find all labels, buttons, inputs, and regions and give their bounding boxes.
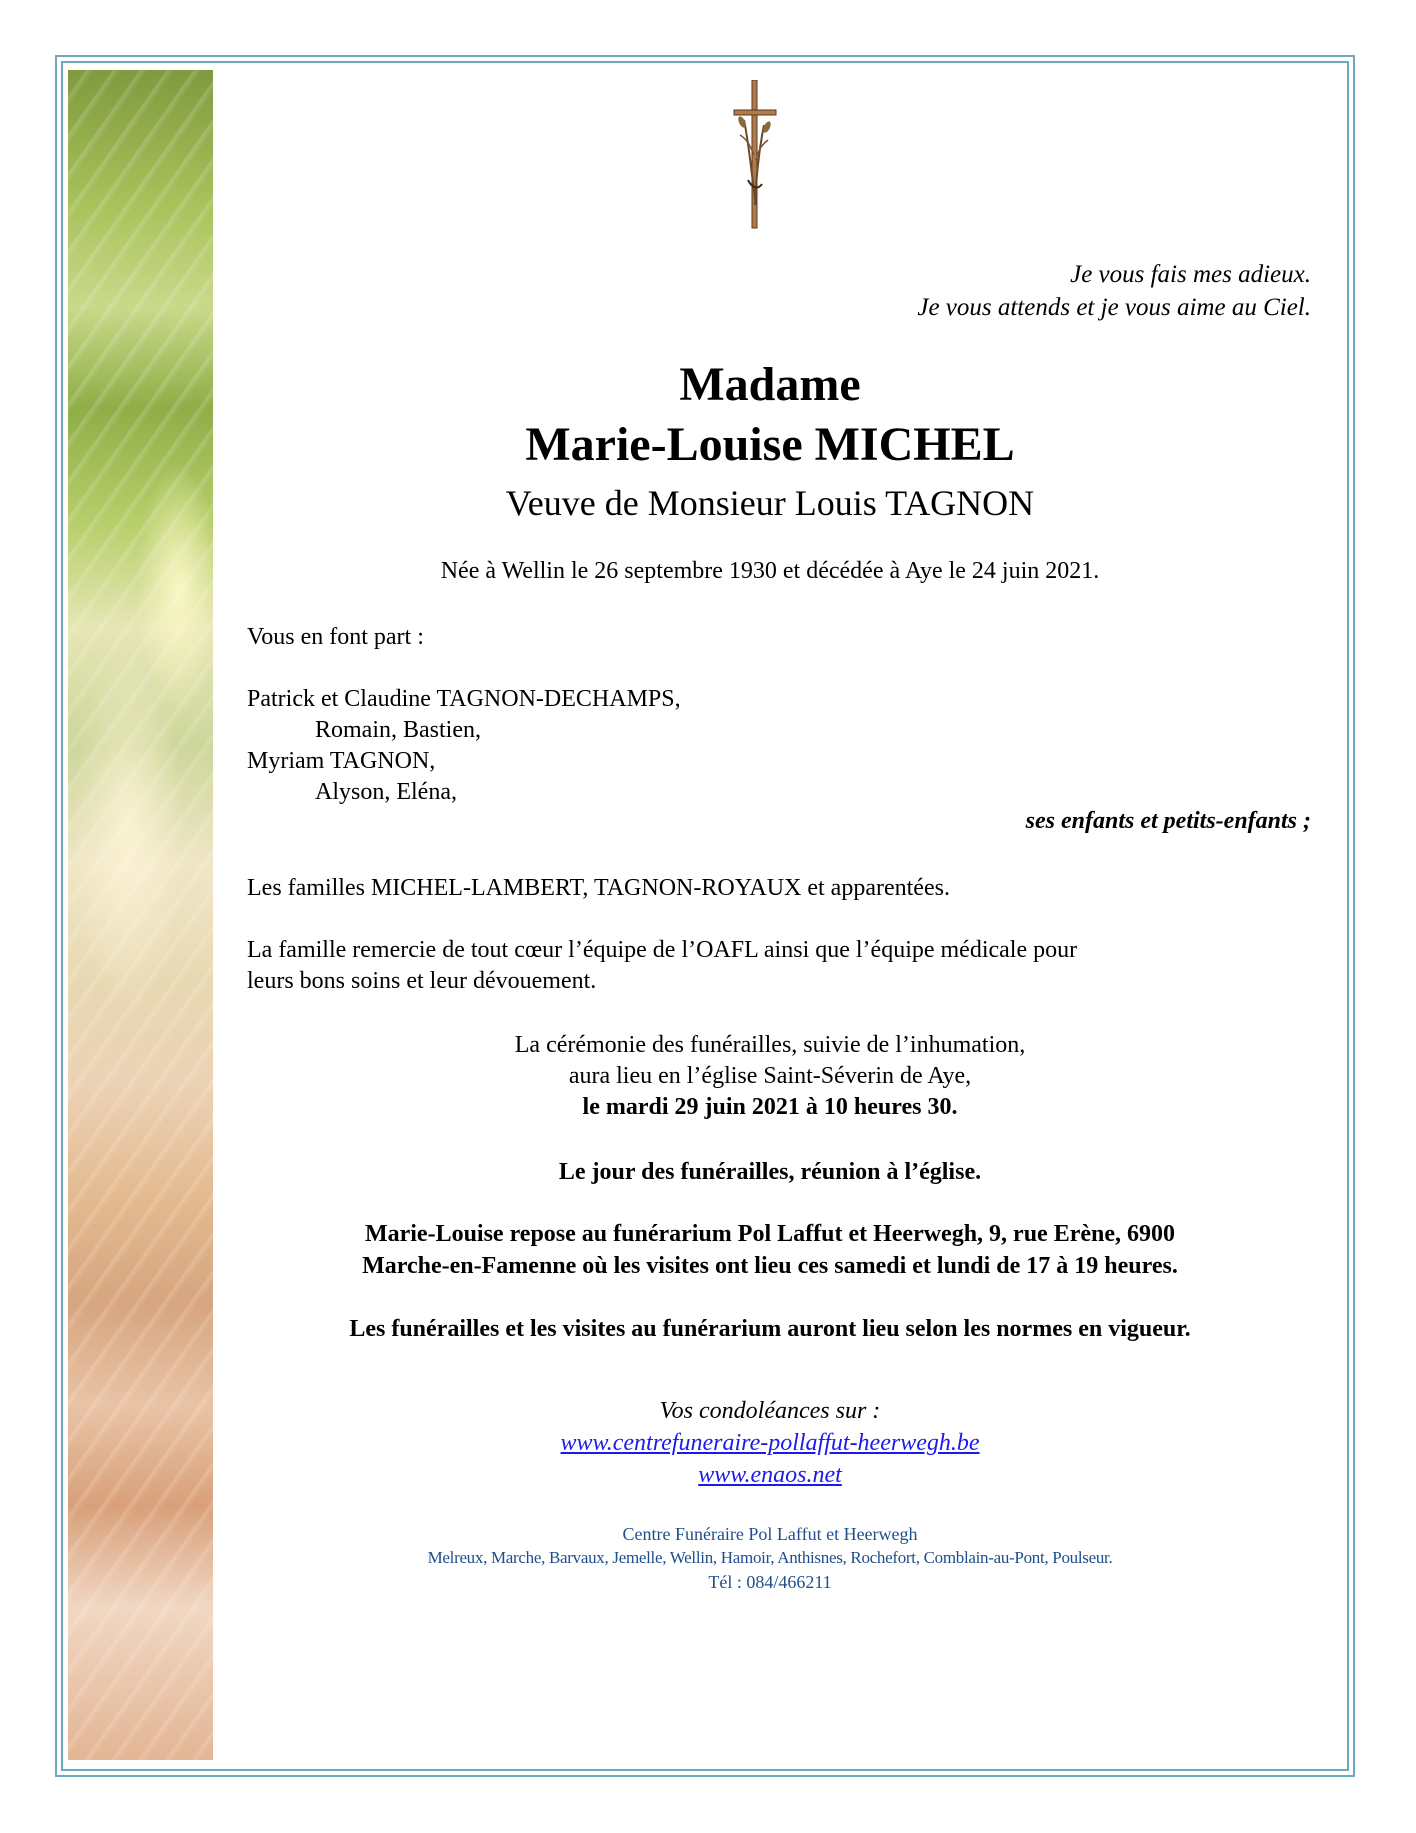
family-member: Myriam TAGNON, xyxy=(247,748,436,774)
deceased-name-block xyxy=(230,355,1310,475)
verse xyxy=(917,258,1311,324)
condolences-label: Vos condoléances sur : xyxy=(659,1398,881,1424)
footer-towns: Melreux, Marche, Barvaux, Jemelle, Wellin, Hamoir, Anthisnes, Rochefort, Comblain-au-Pont, Poulseur. xyxy=(427,1548,1113,1567)
footer-phone: Tél : 084/466211 xyxy=(708,1572,832,1592)
thanks-paragraph xyxy=(247,935,1077,997)
family-children: Alyson, Eléna, xyxy=(315,779,457,805)
verse-line: Je vous fais mes adieux. xyxy=(1070,261,1311,288)
ceremony-line: La cérémonie des funérailles, suivie de l’inhumation, xyxy=(514,1032,1026,1058)
spouse-line: Veuve de Monsieur Louis TAGNON xyxy=(505,483,1035,523)
forest-path-photo xyxy=(68,70,213,1760)
footer-company: Centre Funéraire Pol Laffut et Heerwegh xyxy=(622,1524,918,1544)
ceremony-line: aura lieu en l’église Saint-Séverin de Aye, xyxy=(568,1063,972,1089)
thanks-line: leurs bons soins et leur dévouement. xyxy=(247,968,597,994)
footer xyxy=(230,1522,1310,1594)
families-line: Les familles MICHEL-LAMBERT, TAGNON-ROYAUX et apparentées. xyxy=(247,875,950,901)
condolences-link-funeral-home[interactable]: www.centrefuneraire-pollaffut-heerwegh.be xyxy=(560,1430,980,1456)
rest-paragraph xyxy=(230,1218,1310,1282)
relation-line: ses enfants et petits-enfants ; xyxy=(1025,808,1311,834)
verse-line: Je vous attends et je vous aime au Ciel. xyxy=(917,294,1311,321)
norms-line: Les funérailles et les visites au funérarium auront lieu selon les normes en vigueur. xyxy=(349,1316,1191,1342)
family-children: Romain, Bastien, xyxy=(315,717,481,743)
rest-line: Marche-en-Famenne où les visites ont lieu ces samedi et lundi de 17 à 19 heures. xyxy=(362,1253,1178,1279)
thanks-line: La famille remercie de tout cœur l’équipe de l’OAFL ainsi que l’équipe médicale pour xyxy=(247,937,1078,963)
cross-icon xyxy=(730,80,780,230)
meeting-line: Le jour des funérailles, réunion à l’église. xyxy=(558,1159,982,1185)
birth-death-line: Née à Wellin le 26 septembre 1930 et décédée à Aye le 24 juin 2021. xyxy=(440,558,1100,584)
family-member: Patrick et Claudine TAGNON-DECHAMPS, xyxy=(247,686,681,712)
ceremony-block xyxy=(230,1030,1310,1123)
announcement-intro: Vous en font part : xyxy=(247,624,424,650)
honorific: Madame xyxy=(679,358,861,411)
ceremony-date: le mardi 29 juin 2021 à 10 heures 30. xyxy=(582,1094,958,1120)
rest-line: Marie-Louise repose au funérarium Pol Laffut et Heerwegh, 9, rue Erène, 6900 xyxy=(364,1221,1176,1247)
condolences-block xyxy=(230,1395,1310,1491)
family-list xyxy=(247,684,681,808)
condolences-link-enaos[interactable]: www.enaos.net xyxy=(698,1462,842,1488)
deceased-name: Marie-Louise MICHEL xyxy=(525,418,1015,471)
